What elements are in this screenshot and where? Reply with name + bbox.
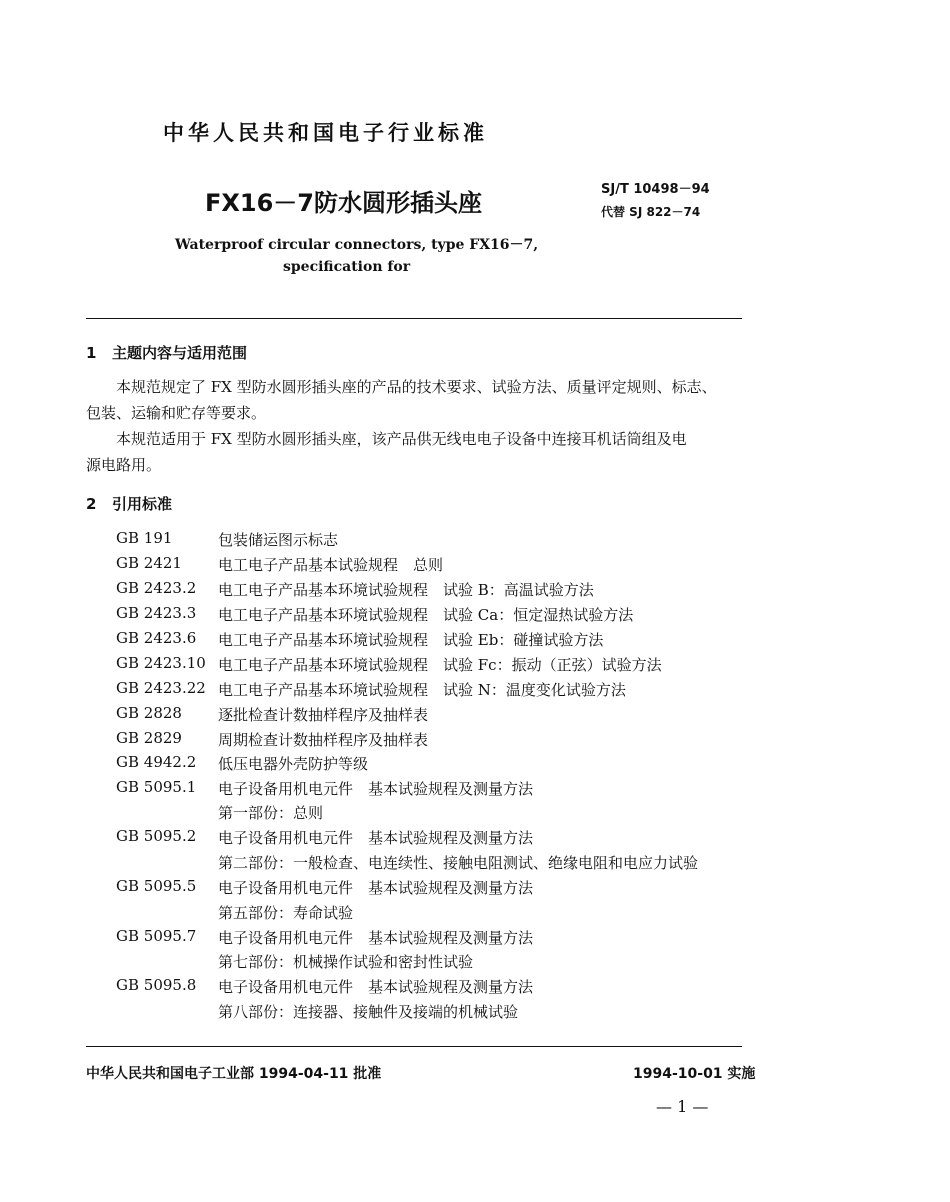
section-2-heading	[86, 493, 172, 514]
reference-title: 周期检查计数抽样程序及抽样表	[218, 731, 429, 749]
section-number: 1	[86, 344, 97, 362]
reference-code: GB 2423.3	[116, 604, 197, 622]
reference-subtitle: 第五部份：寿命试验	[218, 904, 354, 922]
reference-title: 电子设备用机电元件 基本试验规程及测量方法	[218, 929, 534, 947]
paragraph-line: 包装、运输和贮存等要求。	[86, 404, 267, 422]
reference-code: GB 2421	[116, 554, 182, 572]
page-number: — 1 —	[656, 1097, 709, 1116]
paragraph-line: 本规范规定了 FX 型防水圆形插头座的产品的技术要求、试验方法、质量评定规则、标志、	[116, 378, 717, 396]
paragraph-line: 本规范适用于 FX 型防水圆形插头座，该产品供无线电电子设备中连接耳机话筒组及电	[116, 430, 687, 448]
section-title: 主题内容与适用范围	[112, 344, 248, 362]
reference-code: GB 5095.8	[116, 976, 197, 994]
reference-subtitle: 第七部份：机械操作试验和密封性试验	[218, 953, 474, 971]
header-divider	[86, 318, 742, 319]
reference-title: 低压电器外壳防护等级	[218, 755, 369, 773]
approval-line: 中华人民共和国电子工业部 1994-04-11 批准	[86, 1066, 382, 1082]
reference-code: GB 2423.10	[116, 654, 206, 672]
reference-subtitle: 第八部份：连接器、接触件及接端的机械试验	[218, 1003, 519, 1021]
footer-divider	[86, 1046, 742, 1047]
section-number: 2	[86, 495, 97, 513]
reference-code: GB 2423.22	[116, 679, 206, 697]
reference-title: 包装储运图示标志	[218, 531, 339, 549]
reference-code: GB 5095.7	[116, 927, 197, 945]
reference-title: 电工电子产品基本环境试验规程 试验 Eb：碰撞试验方法	[218, 631, 604, 649]
replaces-code: 代替 SJ 822－74	[601, 205, 701, 219]
reference-code: GB 2423.2	[116, 579, 197, 597]
document-title: FX16－7防水圆形插头座	[205, 189, 482, 217]
reference-code: GB 4942.2	[116, 753, 197, 771]
english-title-line1: Waterproof circular connectors, type FX16－7,	[175, 237, 539, 253]
section-title: 引用标准	[112, 495, 173, 513]
standard-body-header: 中华人民共和国电子行业标准	[163, 121, 488, 145]
reference-code: GB 2828	[116, 704, 182, 722]
reference-title: 电工电子产品基本环境试验规程 试验 B：高温试验方法	[218, 581, 594, 599]
section-1-heading	[86, 342, 247, 363]
reference-title: 电工电子产品基本环境试验规程 试验 Ca：恒定湿热试验方法	[218, 606, 634, 624]
reference-title: 逐批检查计数抽样程序及抽样表	[218, 706, 429, 724]
reference-title: 电子设备用机电元件 基本试验规程及测量方法	[218, 829, 534, 847]
reference-title: 电子设备用机电元件 基本试验规程及测量方法	[218, 780, 534, 798]
reference-title: 电工电子产品基本试验规程 总则	[218, 556, 444, 574]
reference-title: 电子设备用机电元件 基本试验规程及测量方法	[218, 978, 534, 996]
implementation-date: 1994-10-01 实施	[633, 1066, 756, 1082]
reference-subtitle: 第一部份：总则	[218, 804, 324, 822]
reference-title: 电工电子产品基本环境试验规程 试验 Fc：振动（正弦）试验方法	[218, 656, 662, 674]
reference-code: GB 2829	[116, 729, 182, 747]
english-title-line2: specification for	[283, 259, 411, 275]
reference-code: GB 5095.2	[116, 827, 197, 845]
reference-subtitle: 第二部份：一般检查、电连续性、接触电阻测试、绝缘电阻和电应力试验	[218, 854, 699, 872]
reference-title: 电子设备用机电元件 基本试验规程及测量方法	[218, 879, 534, 897]
reference-code: GB 5095.5	[116, 877, 197, 895]
paragraph-line: 源电路用。	[86, 456, 162, 474]
reference-code: GB 191	[116, 529, 173, 547]
standard-code: SJ/T 10498－94	[601, 182, 710, 197]
reference-code: GB 2423.6	[116, 629, 197, 647]
reference-title: 电工电子产品基本环境试验规程 试验 N：温度变化试验方法	[218, 681, 626, 699]
reference-code: GB 5095.1	[116, 778, 197, 796]
